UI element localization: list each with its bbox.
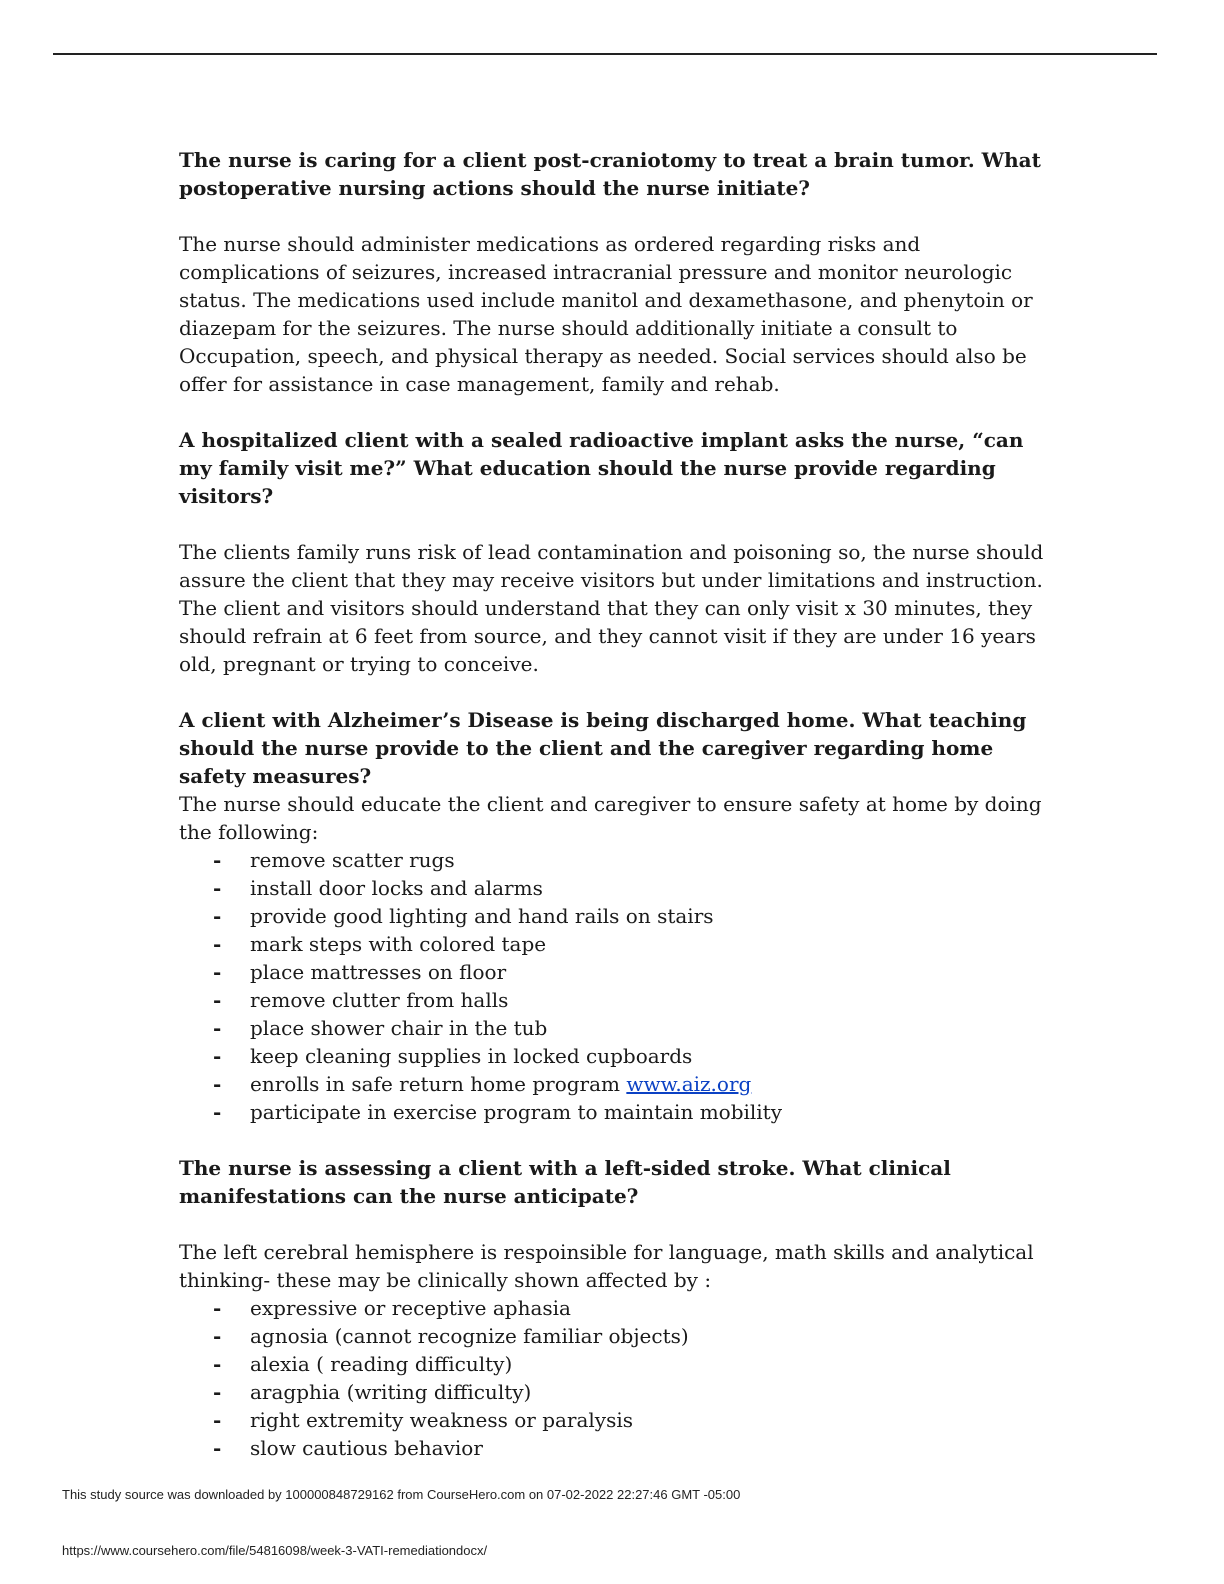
question-4: The nurse is assessing a client with a left-sided stroke. What clinical manifestations can the nurse anticipate? (179, 1156, 951, 1208)
list-item: - provide good lighting and hand rails on stairs (213, 904, 714, 928)
spacer (179, 202, 1049, 230)
bullet-dash: - (213, 1016, 222, 1040)
answer-4-intro: The left cerebral hemisphere is respoinsible for language, math skills and analytical thinking- these may be clinically shown affected by : (179, 1240, 1034, 1292)
bullet-dash: - (213, 1352, 222, 1376)
bullet-dash: - (213, 1296, 222, 1320)
download-notice: This study source was downloaded by 100000848729162 from CourseHero.com on 07-02-2022 22:27:46 GMT -05:00 (62, 1487, 741, 1502)
bullet-dash: - (213, 1436, 222, 1460)
spacer (179, 510, 1049, 538)
home-safety-list (179, 846, 1049, 1126)
bullet-dash: - (213, 1044, 222, 1068)
list-item: - mark steps with colored tape (213, 932, 547, 956)
list-item: - participate in exercise program to maintain mobility (213, 1100, 783, 1124)
question-3: A client with Alzheimer’s Disease is being discharged home. What teaching should the nurse provide to the client and the caregiver regarding home safety measures? (179, 708, 1027, 788)
bullet-dash: - (213, 876, 222, 900)
list-item: - slow cautious behavior (213, 1436, 483, 1460)
answer-3-intro: The nurse should educate the client and caregiver to ensure safety at home by doing the following: (179, 792, 1042, 844)
list-item: - place shower chair in the tub (213, 1016, 548, 1040)
bullet-dash: - (213, 1100, 222, 1124)
aiz-link[interactable]: www.aiz.org (626, 1072, 752, 1096)
header-rule (53, 53, 1157, 55)
bullet-dash: - (213, 960, 222, 984)
list-item: - expressive or receptive aphasia (213, 1296, 571, 1320)
list-item: - remove scatter rugs (213, 848, 455, 872)
list-item: - agnosia (cannot recognize familiar objects) (213, 1324, 689, 1348)
spacer (179, 678, 1049, 706)
list-item: - keep cleaning supplies in locked cupboards (213, 1044, 693, 1068)
list-item: - install door locks and alarms (213, 876, 543, 900)
bullet-dash: - (213, 1324, 222, 1348)
stroke-manifestations-list (179, 1294, 1049, 1462)
spacer (179, 1210, 1049, 1238)
bullet-dash: - (213, 932, 222, 956)
bullet-dash: - (213, 1408, 222, 1432)
answer-1: The nurse should administer medications as ordered regarding risks and complications of seizures, increased intracranial pressure and monitor neurologic status. The medications used include manitol and dexamethasone, and phenytoin or diazepam for the seizures. The nurse should additionally initiate a consult to Occupation, speech, and physical therapy as needed. Social services should also be offer for assistance in case management, family and rehab. (179, 232, 1033, 396)
answer-2: The clients family runs risk of lead contamination and poisoning so, the nurse should assure the client that they may receive visitors but under limitations and instruction. The client and visitors should understand that they can only visit x 30 minutes, they should refrain at 6 feet from source, and they cannot visit if they are under 16 years old, pregnant or trying to conceive. (179, 540, 1044, 676)
list-item: - enrolls in safe return home program www.aiz.org (213, 1072, 752, 1096)
list-item: - right extremity weakness or paralysis (213, 1408, 634, 1432)
bullet-dash: - (213, 904, 222, 928)
list-item: - place mattresses on floor (213, 960, 507, 984)
list-item: - alexia ( reading difficulty) (213, 1352, 513, 1376)
spacer (179, 1126, 1049, 1154)
list-item: - remove clutter from halls (213, 988, 509, 1012)
spacer (179, 398, 1049, 426)
bullet-dash: - (213, 848, 222, 872)
bullet-dash: - (213, 1072, 222, 1096)
source-url: https://www.coursehero.com/file/54816098/week-3-VATI-remediationdocx/ (62, 1543, 488, 1558)
document-body (179, 146, 1049, 1462)
question-2: A hospitalized client with a sealed radioactive implant asks the nurse, “can my family visit me?” What education should the nurse provide regarding visitors? (179, 428, 1024, 508)
list-item: - aragphia (writing difficulty) (213, 1380, 532, 1404)
bullet-dash: - (213, 1380, 222, 1404)
question-1: The nurse is caring for a client post-craniotomy to treat a brain tumor. What postoperative nursing actions should the nurse initiate? (179, 148, 1041, 200)
bullet-dash: - (213, 988, 222, 1012)
